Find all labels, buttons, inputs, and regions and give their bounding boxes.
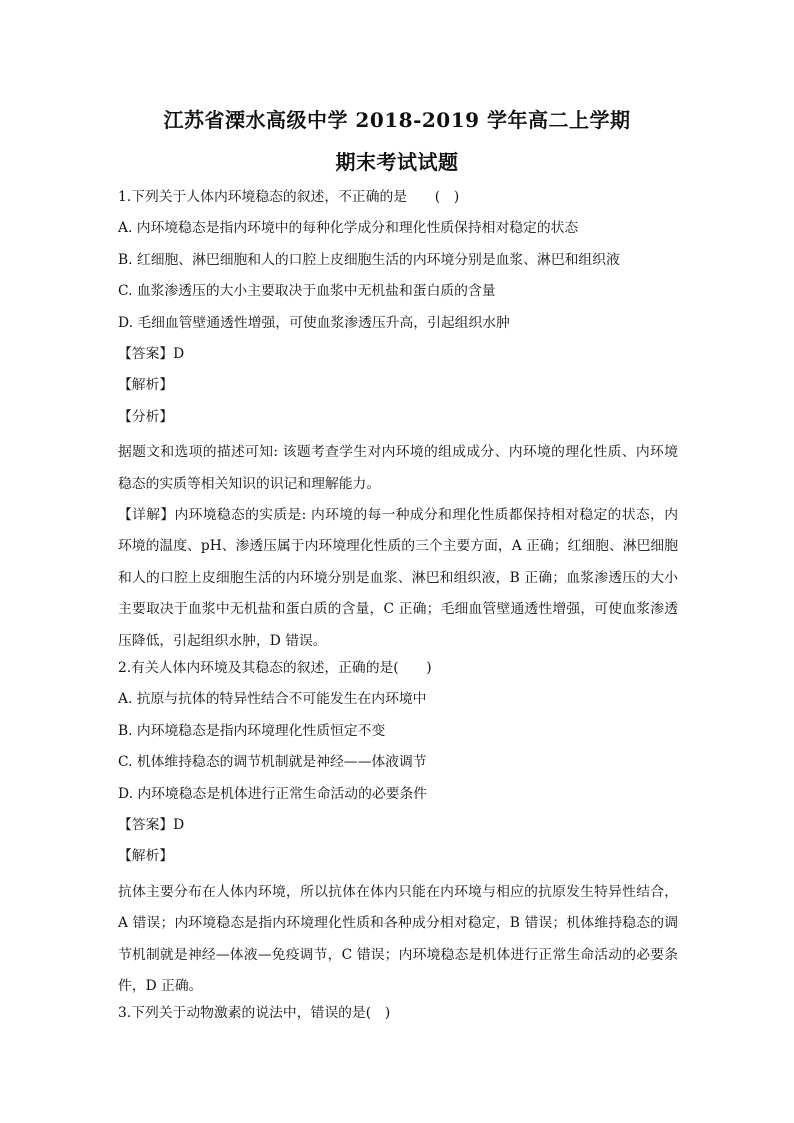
question-1-detail-text: 【详解】内环境稳态的实质是: 内环境的每一种成分和理化性质都保持相对稳定的状态，内环境的温度、pH、渗透压属于内环境理化性质的三个主要方面，A 正确；红细胞、淋巴细胞和人的口腔上皮细胞生活的内环境分别是血浆、淋巴和组织液，B 正确；血浆渗透压的大小主要取决于血浆中无机盐和蛋白质的含量，C 正确；毛细血管壁通透性增强，可使血浆渗透压降低，引起组织水肿，D 错误。 (118, 506, 678, 649)
document-title-line-1: 江苏省溧水高级中学 2018-2019 学年高二上学期 (163, 108, 631, 132)
question-2-option-a: A. 抗原与抗体的特异性结合不可能发生在内环境中 (118, 691, 427, 708)
question-1-stem: 1.下列关于人体内环境稳态的叙述，不正确的是 ( ) (118, 189, 460, 205)
document-title-line-2: 期末考试试题 (335, 150, 459, 174)
question-1-option-a: A. 内环境稳态是指内环境中的每种化学成分和理化性质保持相对稳定的状态 (118, 220, 579, 237)
question-1-option-b: B. 红细胞、淋巴细胞和人的口腔上皮细胞生活的内环境分别是血浆、淋巴和组织液 (118, 251, 620, 268)
question-2-option-c: C. 机体维持稳态的调节机制就是神经——体液调节 (118, 754, 427, 771)
question-2-answer: 【答案】D (118, 816, 185, 833)
question-2-option-d: D. 内环境稳态是机体进行正常生命活动的必要条件 (118, 785, 428, 802)
question-1-answer: 【答案】D (118, 345, 185, 362)
question-2-stem: 2.有关人体内环境及其稳态的叙述，正确的是( ) (118, 659, 432, 676)
question-3-stem: 3.下列关于动物激素的说法中，错误的是( ) (118, 1005, 391, 1022)
question-1-analysis-heading: 【解析】 (118, 377, 174, 394)
question-1-fenxi-text: 据题文和选项的描述可知: 该题考查学生对内环境的组成成分、内环境的理化性质、内环境稳态的实质等相关知识的识记和理解能力。 (118, 444, 678, 492)
question-2-analysis-text: 抗体主要分布在人体内环境，所以抗体在体内只能在内环境与相应的抗原发生特异性结合，A 错误；内环境稳态是指内环境理化性质和各种成分相对稳定，B 错误；机体维持稳态的调节机制就是神经—体液—免疫调节，C 错误；内环境稳态是机体进行正常生命活动的必要条件，D 正确。 (118, 883, 678, 994)
question-1-fenxi-heading: 【分析】 (118, 408, 174, 425)
question-1-option-d: D. 毛细血管壁通透性增强，可使血浆渗透压升高，引起组织水肿 (118, 314, 510, 331)
question-1-option-c: C. 血浆渗透压的大小主要取决于血浆中无机盐和蛋白质的含量 (118, 283, 496, 300)
document-body (118, 186, 678, 1034)
question-2-analysis-heading: 【解析】 (118, 848, 174, 865)
question-2-option-b: B. 内环境稳态是指内环境理化性质恒定不变 (118, 722, 386, 739)
